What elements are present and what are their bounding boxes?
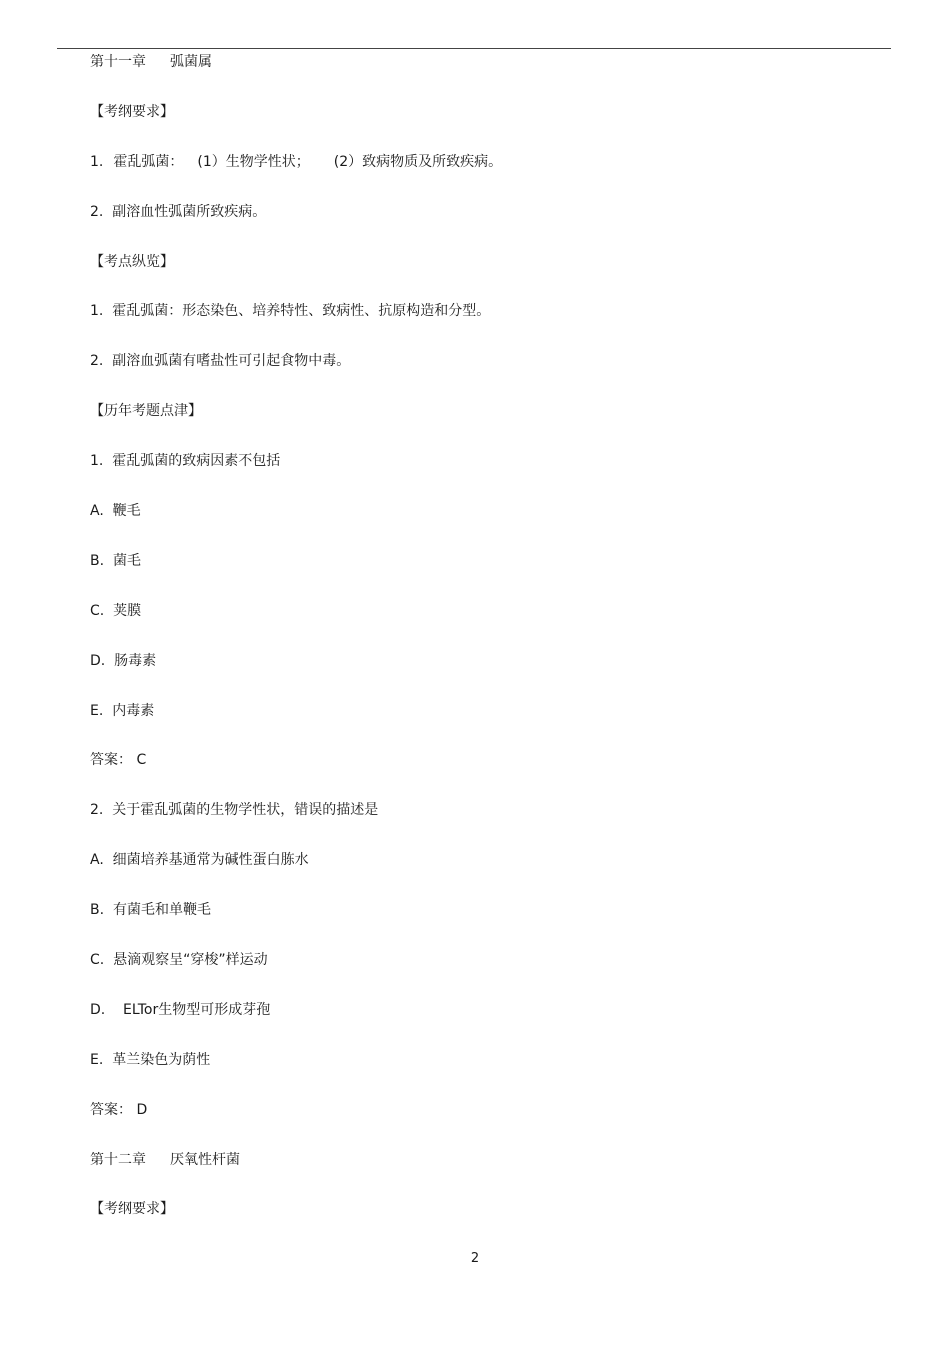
- section-heading: 【考纲要求】: [90, 1201, 174, 1218]
- answer: 答案： C: [90, 752, 147, 769]
- list-item: 2. 副溶血弧菌有嗜盐性可引起食物中毒。: [90, 353, 351, 370]
- option-a: A. 细菌培养基通常为碱性蛋白胨水: [90, 852, 309, 869]
- option-d: D. 肠毒素: [90, 652, 157, 669]
- page-number: 2: [470, 1251, 480, 1266]
- answer: 答案： D: [90, 1101, 148, 1118]
- question-stem: 1. 霍乱弧菌的致病因素不包括: [90, 453, 281, 470]
- chapter-title: 厌氧性杆菌: [170, 1151, 240, 1168]
- list-item: 2. 副溶血性弧菌所致疾病。: [90, 203, 267, 220]
- list-item: 1. 霍乱弧菌：形态染色、培养特性、致病性、抗原构造和分型。: [90, 303, 491, 320]
- section-heading: 【历年考题点津】: [90, 403, 202, 420]
- chapter-heading: [90, 52, 870, 102]
- option-d: D. ELTor生物型可形成芽孢: [90, 1001, 271, 1018]
- question-stem: 2. 关于霍乱弧菌的生物学性状，错误的描述是: [90, 802, 379, 819]
- list-item: 1. 霍乱弧菌： (1）生物学性状； (2）致病物质及所致疾病。: [90, 153, 503, 170]
- document-body: [90, 52, 870, 1249]
- section-heading: 【考点纵览】: [90, 253, 174, 270]
- option-b: B. 有菌毛和单鞭毛: [90, 902, 211, 919]
- header-rule: [57, 48, 891, 49]
- option-c: C. 荚膜: [90, 602, 142, 619]
- chapter-heading: [90, 1150, 870, 1200]
- option-e: E. 革兰染色为荫性: [90, 1051, 211, 1068]
- chapter-title: 弧菌属: [170, 54, 212, 70]
- option-b: B. 菌毛: [90, 552, 141, 569]
- section-heading: 【考纲要求】: [90, 103, 174, 120]
- chapter-number: 第十一章: [90, 54, 146, 70]
- option-c: C. 悬滴观察呈“穿梭”样运动: [90, 952, 268, 969]
- chapter-number: 第十二章: [90, 1151, 146, 1168]
- option-a: A. 鞭毛: [90, 503, 141, 520]
- option-e: E. 内毒素: [90, 702, 155, 719]
